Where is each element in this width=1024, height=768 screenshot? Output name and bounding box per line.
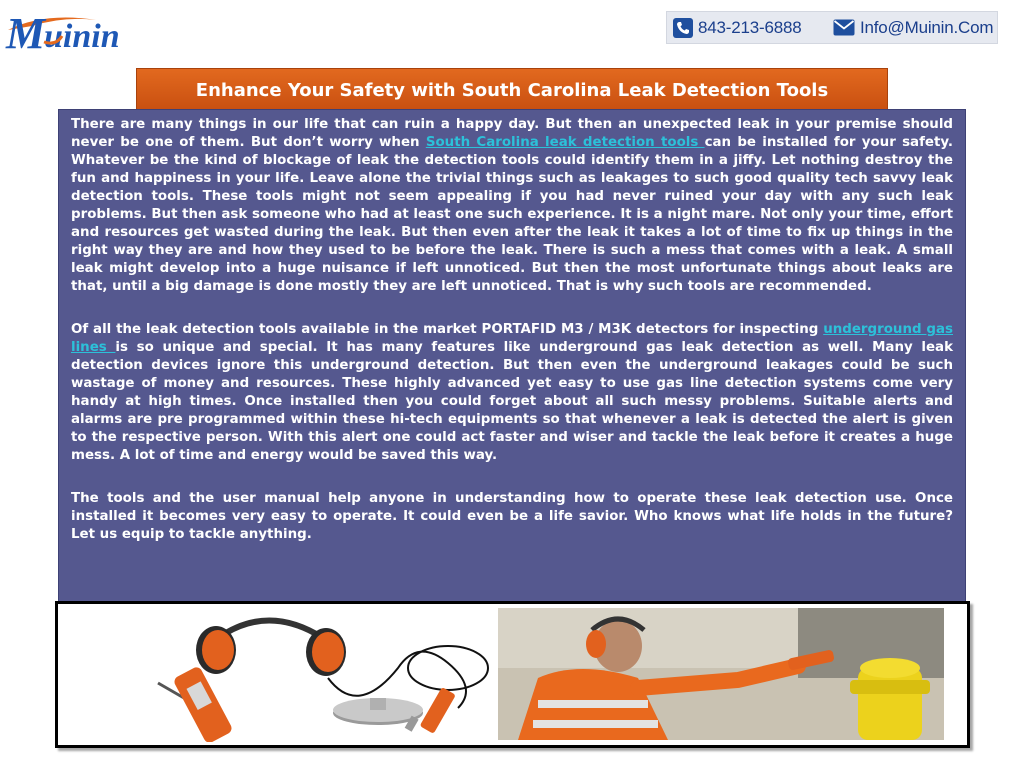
leak-detection-tools-photo	[118, 608, 538, 742]
content-panel	[58, 109, 966, 603]
paragraph-2-end: is so unique and special. It has many features like underground gas leak detection as well. Many leak detection devices ignore this underground detection. But then even the underground leakages could be such wastage of money and resources. These highly advanced yet easy to use gas line detection systems come very handy at high times. Once installed then you could forget about all such messy problems. Suitable alerts and alarms are pre programmed within these hi-tech equipments so that whenever a leak is detected the alert is given to the respective person. With this alert one could act faster and wiser and tackle the leak before it creates a huge mess. A lot of time and energy would be saved this way.	[71, 340, 953, 463]
photo-strip	[55, 601, 970, 748]
contact-box	[666, 11, 998, 44]
phone-contact[interactable]	[667, 12, 827, 43]
paragraph-1	[71, 116, 953, 296]
email-contact[interactable]	[827, 12, 993, 43]
paragraph-1-start: There are many things in our life that can ruin a happy day. But then an unexpected leak in your premise should never be one of them. But don’t worry when	[71, 117, 953, 150]
title-banner	[136, 68, 888, 112]
muinin-logo[interactable]	[4, 2, 166, 54]
leak-detection-tools-link[interactable]: South Carolina leak detection tools	[425, 135, 705, 150]
phone-number: 843-213-6888	[698, 17, 802, 37]
paragraph-2	[71, 321, 953, 465]
paragraph-2-start: Of all the leak detection tools available in the market PORTAFID M3 / M3K detectors for inspecting	[71, 322, 824, 337]
email-address: Info@Muinin.Com	[860, 17, 994, 37]
svg-text:uinin: uinin	[44, 18, 120, 54]
worker-hydrant-photo	[498, 608, 944, 740]
paragraph-3: The tools and the user manual help anyone in understanding how to operate these leak detection use. Once installed it becomes very easy to operate. It could even be a life savior. Who knows what life holds in the future? Let us equip to tackle anything.	[71, 491, 953, 542]
paragraph-1-end: can be installed for your safety. Whatever be the kind of blockage of leak the detection tools could identify them in a jiffy. Let nothing destroy the fun and happiness in your life. Leave alone the trivial things such as leakages to such good quality tech savvy leak detection tools. These tools might not seem appealing if you had never ruined your day with any such leak problems. But then ask someone who had at least one such experience. It is a night mare. Not only your time, effort and resources get wasted during the leak. But then even after the leak it takes a lot of time to fix up things in the right way they are and how they used to be before the leak. There is such a mess that comes with a leak. A small leak might develop into a huge nuisance if left unnoticed. But then the most unfortunate things about leaks are that, until a big damage is done mostly they are left unnoticed. That is why such tools are recommended.	[71, 135, 953, 294]
page-title: Enhance Your Safety with South Carolina Leak Detection Tools	[195, 79, 829, 101]
underground-gas-lines-link[interactable]: underground gas lines	[71, 322, 953, 355]
phone-icon	[673, 18, 693, 38]
envelope-icon	[833, 19, 855, 36]
svg-text:M: M	[6, 9, 46, 54]
